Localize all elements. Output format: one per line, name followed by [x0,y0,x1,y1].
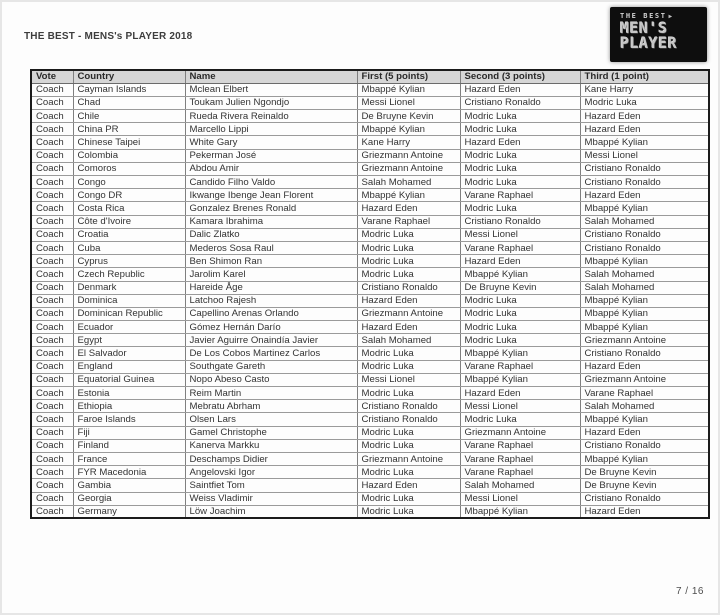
table-cell: Mbappé Kylian [357,189,460,202]
table-cell: Congo DR [73,189,185,202]
table-body [31,83,709,518]
table-cell: Latchoo Rajesh [185,294,357,307]
table-cell: Messi Lionel [357,373,460,386]
table-row [31,136,709,149]
table-cell: Modric Luka [357,439,460,452]
table-cell: Coach [31,228,73,241]
table-cell: Messi Lionel [460,400,580,413]
table-cell: Angelovski Igor [185,466,357,479]
table-row [31,360,709,373]
table-row [31,202,709,215]
table-cell: Cristiano Ronaldo [580,228,709,241]
table-cell: Hazard Eden [580,505,709,518]
table-cell: Chile [73,110,185,123]
table-header-row [31,70,709,83]
table-cell: Mbappé Kylian [580,321,709,334]
table-cell: Coach [31,400,73,413]
table-cell: England [73,360,185,373]
table-cell: Modric Luka [357,426,460,439]
table-cell: Coach [31,426,73,439]
table-cell: Hazard Eden [357,321,460,334]
table-row [31,321,709,334]
table-cell: Modric Luka [580,96,709,109]
table-cell: Ecuador [73,321,185,334]
table-row [31,505,709,518]
table-cell: China PR [73,123,185,136]
table-cell: Hazard Eden [580,426,709,439]
table-cell: Saintfiet Tom [185,479,357,492]
table-cell: FYR Macedonia [73,466,185,479]
table-cell: Varane Raphael [460,452,580,465]
table-cell: Modric Luka [357,492,460,505]
table-cell: Messi Lionel [580,149,709,162]
table-cell: Deschamps Didier [185,452,357,465]
table-cell: Georgia [73,492,185,505]
table-cell: Modric Luka [460,176,580,189]
table-row [31,162,709,175]
votes-table-container [30,69,710,519]
table-row [31,123,709,136]
table-cell: Cristiano Ronaldo [460,96,580,109]
table-cell: Coach [31,149,73,162]
table-cell: Coach [31,176,73,189]
table-cell: Cyprus [73,255,185,268]
table-cell: Croatia [73,228,185,241]
table-cell: Hareide Åge [185,281,357,294]
table-cell: Marcello Lippi [185,123,357,136]
table-row [31,387,709,400]
table-row [31,189,709,202]
table-cell: Czech Republic [73,268,185,281]
table-cell: Mbappé Kylian [580,294,709,307]
table-cell: Modric Luka [460,202,580,215]
table-cell: Coach [31,439,73,452]
table-row [31,96,709,109]
table-cell: Rueda Rivera Reinaldo [185,110,357,123]
logo-word-player: PLAYER [620,34,678,52]
table-cell: Finland [73,439,185,452]
table-cell: Cristiano Ronaldo [580,492,709,505]
table-cell: Coach [31,307,73,320]
table-cell: Egypt [73,334,185,347]
table-cell: Hazard Eden [460,255,580,268]
table-cell: Equatorial Guinea [73,373,185,386]
table-cell: Coach [31,136,73,149]
table-cell: Fiji [73,426,185,439]
table-cell: Mbappé Kylian [357,123,460,136]
table-cell: Modric Luka [357,241,460,254]
table-cell: Salah Mohamed [580,268,709,281]
table-cell: Mbappé Kylian [357,83,460,96]
table-cell: Estonia [73,387,185,400]
table-row [31,466,709,479]
table-cell: France [73,452,185,465]
table-cell: Ben Shimon Ran [185,255,357,268]
table-row [31,268,709,281]
table-cell: Dominican Republic [73,307,185,320]
table-cell: Modric Luka [460,110,580,123]
table-cell: Griezmann Antoine [357,162,460,175]
table-cell: Comoros [73,162,185,175]
table-cell: Griezmann Antoine [580,334,709,347]
table-cell: Coach [31,215,73,228]
table-cell: Modric Luka [357,268,460,281]
table-cell: Messi Lionel [460,492,580,505]
table-cell: Varane Raphael [580,387,709,400]
table-cell: Kamara Ibrahima [185,215,357,228]
table-cell: Gómez Hernán Darío [185,321,357,334]
table-cell: Coach [31,83,73,96]
table-cell: Mbappé Kylian [460,505,580,518]
table-cell: Mclean Elbert [185,83,357,96]
table-cell: Modric Luka [460,334,580,347]
table-cell: Kane Harry [357,136,460,149]
table-cell: Varane Raphael [460,189,580,202]
table-row [31,439,709,452]
table-cell: Modric Luka [460,149,580,162]
table-cell: Modric Luka [357,360,460,373]
table-cell: Coach [31,123,73,136]
table-cell: Mbappé Kylian [580,452,709,465]
table-cell: Coach [31,110,73,123]
table-row [31,83,709,96]
table-cell: Coach [31,505,73,518]
table-cell: Modric Luka [357,255,460,268]
table-cell: Coach [31,241,73,254]
table-cell: Mbappé Kylian [580,136,709,149]
column-header: Second (3 points) [460,70,580,83]
table-cell: Hazard Eden [460,83,580,96]
table-cell: Faroe Islands [73,413,185,426]
trophy-mark-icon: ▶ [668,13,674,20]
table-cell: De Bruyne Kevin [357,110,460,123]
table-row [31,281,709,294]
table-cell: Hazard Eden [580,110,709,123]
table-row [31,426,709,439]
table-cell: Griezmann Antoine [357,452,460,465]
column-header: Country [73,70,185,83]
table-cell: Abdou Amir [185,162,357,175]
table-cell: Hazard Eden [460,387,580,400]
table-cell: Chad [73,96,185,109]
table-cell: Gamel Christophe [185,426,357,439]
table-cell: Modric Luka [357,228,460,241]
table-cell: Coach [31,347,73,360]
table-cell: Griezmann Antoine [580,373,709,386]
table-cell: Weiss Vladimir [185,492,357,505]
table-cell: Salah Mohamed [580,281,709,294]
table-row [31,452,709,465]
column-header: Name [185,70,357,83]
table-cell: Mbappé Kylian [580,202,709,215]
table-cell: Gambia [73,479,185,492]
table-cell: Coach [31,413,73,426]
table-cell: Côte d'Ivoire [73,215,185,228]
table-row [31,400,709,413]
column-header: Third (1 point) [580,70,709,83]
table-cell: Coach [31,466,73,479]
table-cell: Mederos Sosa Raul [185,241,357,254]
table-cell: Hazard Eden [580,360,709,373]
table-cell: Candido Filho Valdo [185,176,357,189]
table-cell: De Bruyne Kevin [580,466,709,479]
logo-tagline-text: THE BEST [620,12,667,20]
table-cell: Cristiano Ronaldo [357,413,460,426]
table-cell: Kane Harry [580,83,709,96]
table-cell: De Bruyne Kevin [460,281,580,294]
table-cell: Coach [31,452,73,465]
table-cell: Modric Luka [460,294,580,307]
table-cell: Salah Mohamed [580,400,709,413]
votes-table [30,69,710,519]
table-cell: Salah Mohamed [580,215,709,228]
table-cell: Germany [73,505,185,518]
table-cell: Dalic Zlatko [185,228,357,241]
table-cell: Cristiano Ronaldo [580,347,709,360]
table-cell: Varane Raphael [357,215,460,228]
table-row [31,149,709,162]
table-cell: Mbappé Kylian [580,255,709,268]
table-cell: Löw Joachim [185,505,357,518]
table-cell: Hazard Eden [580,123,709,136]
table-cell: Olsen Lars [185,413,357,426]
table-cell: Coach [31,373,73,386]
table-cell: De Bruyne Kevin [580,479,709,492]
table-cell: Cayman Islands [73,83,185,96]
table-row [31,347,709,360]
table-cell: Mbappé Kylian [580,413,709,426]
table-cell: Coach [31,162,73,175]
table-cell: Ikwange Ibenge Jean Florent [185,189,357,202]
table-cell: Griezmann Antoine [460,426,580,439]
table-cell: Ethiopia [73,400,185,413]
table-row [31,492,709,505]
table-cell: Hazard Eden [357,479,460,492]
table-cell: Cuba [73,241,185,254]
table-cell: Messi Lionel [357,96,460,109]
table-row [31,241,709,254]
table-cell: Jarolim Karel [185,268,357,281]
table-row [31,294,709,307]
table-cell: Mbappé Kylian [580,307,709,320]
table-cell: Coach [31,479,73,492]
table-cell: Modric Luka [460,413,580,426]
table-cell: Modric Luka [460,307,580,320]
table-cell: Varane Raphael [460,439,580,452]
table-cell: Cristiano Ronaldo [580,439,709,452]
table-cell: El Salvador [73,347,185,360]
column-header: First (5 points) [357,70,460,83]
table-cell: Salah Mohamed [357,176,460,189]
table-cell: Modric Luka [357,387,460,400]
table-row [31,307,709,320]
table-cell: Varane Raphael [460,466,580,479]
table-cell: Cristiano Ronaldo [580,162,709,175]
table-row [31,413,709,426]
logo-word-mens: MEN'S [620,19,668,37]
table-cell: Hazard Eden [357,294,460,307]
table-cell: Coach [31,96,73,109]
table-cell: Toukam Julien Ngondjo [185,96,357,109]
table-cell: Mbappé Kylian [460,373,580,386]
table-cell: Coach [31,492,73,505]
table-cell: Chinese Taipei [73,136,185,149]
table-cell: Capellino Arenas Orlando [185,307,357,320]
the-best-logo [610,7,707,62]
table-cell: Mbappé Kylian [460,268,580,281]
table-cell: Coach [31,334,73,347]
table-cell: Modric Luka [460,162,580,175]
table-header [31,70,709,83]
table-cell: Cristiano Ronaldo [357,281,460,294]
table-cell: Hazard Eden [580,189,709,202]
table-cell: Modric Luka [357,466,460,479]
table-cell: Costa Rica [73,202,185,215]
table-cell: Colombia [73,149,185,162]
table-cell: Salah Mohamed [460,479,580,492]
table-cell: Congo [73,176,185,189]
table-cell: Mebratu Abrham [185,400,357,413]
table-cell: Cristiano Ronaldo [460,215,580,228]
page-number: 7 / 16 [675,586,704,597]
column-header: Vote [31,70,73,83]
table-cell: Varane Raphael [460,241,580,254]
table-cell: Reim Martin [185,387,357,400]
table-cell: Mbappé Kylian [460,347,580,360]
table-row [31,334,709,347]
table-cell: Coach [31,189,73,202]
table-row [31,110,709,123]
table-cell: Coach [31,360,73,373]
table-cell: Modric Luka [357,505,460,518]
table-cell: Cristiano Ronaldo [357,400,460,413]
table-cell: Coach [31,281,73,294]
table-row [31,255,709,268]
table-cell: Denmark [73,281,185,294]
table-cell: Coach [31,268,73,281]
table-cell: Southgate Gareth [185,360,357,373]
table-cell: Pekerman José [185,149,357,162]
table-cell: Coach [31,387,73,400]
table-cell: Nopo Abeso Casto [185,373,357,386]
table-cell: Griezmann Antoine [357,149,460,162]
table-cell: Kanerva Markku [185,439,357,452]
table-cell: Modric Luka [460,123,580,136]
table-cell: Varane Raphael [460,360,580,373]
table-cell: Hazard Eden [357,202,460,215]
table-cell: Javier Aguirre Onaindía Javier [185,334,357,347]
table-cell: Cristiano Ronaldo [580,176,709,189]
table-cell: Coach [31,202,73,215]
table-cell: Coach [31,321,73,334]
page-title: THE BEST - MENS's PLAYER 2018 [24,31,193,42]
table-row [31,373,709,386]
table-row [31,228,709,241]
table-cell: Coach [31,255,73,268]
table-cell: Cristiano Ronaldo [580,241,709,254]
table-cell: Salah Mohamed [357,334,460,347]
table-row [31,176,709,189]
table-cell: De Los Cobos Martinez Carlos [185,347,357,360]
table-cell: Coach [31,294,73,307]
table-cell: Dominica [73,294,185,307]
table-row [31,215,709,228]
table-cell: Modric Luka [357,347,460,360]
table-row [31,479,709,492]
table-cell: Modric Luka [460,321,580,334]
table-cell: Griezmann Antoine [357,307,460,320]
table-cell: Messi Lionel [460,228,580,241]
table-cell: Hazard Eden [460,136,580,149]
table-cell: Gonzalez Brenes Ronald [185,202,357,215]
table-cell: White Gary [185,136,357,149]
